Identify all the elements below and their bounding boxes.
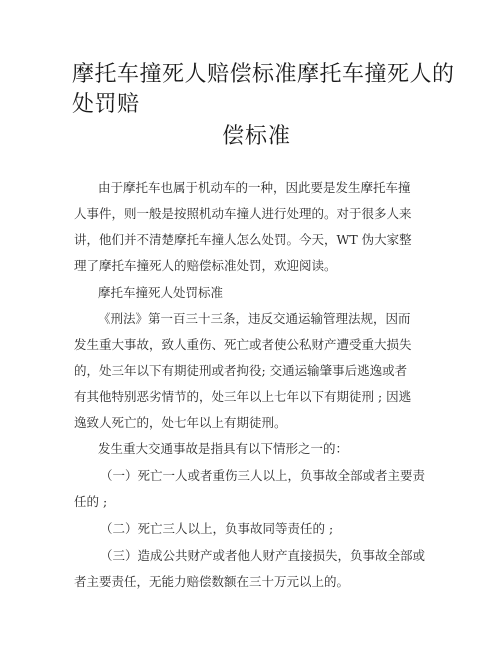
paragraph-line: 发生重大交通事故是指具有以下情形之一的： — [98, 441, 349, 456]
paragraph-line: 发生重大事故，致人重伤、死亡或者使公私财产遭受重大损失 — [74, 337, 412, 352]
list-item-line: （一）死亡一人或者重伤三人以上，负事故全部或者主要责 — [100, 468, 426, 483]
title-line-1: 摩托车撞死人赔偿标准摩托车撞死人的 — [72, 62, 455, 87]
paragraph-line: 的，处三年以下有期徒刑或者拘役; 交通运输肇事后逃逸或者 — [74, 363, 408, 378]
title-line-2: 处罚赔 — [72, 92, 140, 117]
list-item-line: 任的 ; — [74, 494, 108, 509]
list-item-line: 者主要责任，无能力赔偿数额在三十万元以上的。 — [74, 574, 350, 589]
paragraph-line: 人事件，则一般是按照机动车撞人进行处理的。对于很多人来 — [74, 206, 412, 221]
document-title — [72, 60, 455, 120]
paragraph-line: 讲，他们并不清楚摩托车撞人怎么处罚。今天，WT 伪大家整 — [74, 232, 412, 247]
paragraph-line: 逸致人死亡的，处七年以上有期徒刑。 — [74, 415, 287, 430]
list-item-line: （二）死亡三人以上，负事故同等责任的 ; — [100, 521, 334, 536]
paragraph-line: 有其他特别恶劣情节的，处三年以上七年以下有期徒刑 ; 因逃 — [74, 389, 412, 404]
paragraph-line: 理了摩托车撞死人的赔偿标准处罚，欢迎阅读。 — [74, 258, 337, 273]
paragraph-line: 《刑法》第一百三十三条，违反交通运输管理法规，因而 — [98, 311, 411, 326]
paragraph-line: 由于摩托车也属于机动车的一种，因此要是发生摩托车撞 — [98, 180, 411, 195]
section-heading: 摩托车撞死人处罚标准 — [98, 285, 224, 300]
list-item-line: （三）造成公共财产或者他人财产直接损失，负事故全部或 — [100, 548, 426, 563]
title-line-3: 偿标准 — [222, 124, 292, 149]
